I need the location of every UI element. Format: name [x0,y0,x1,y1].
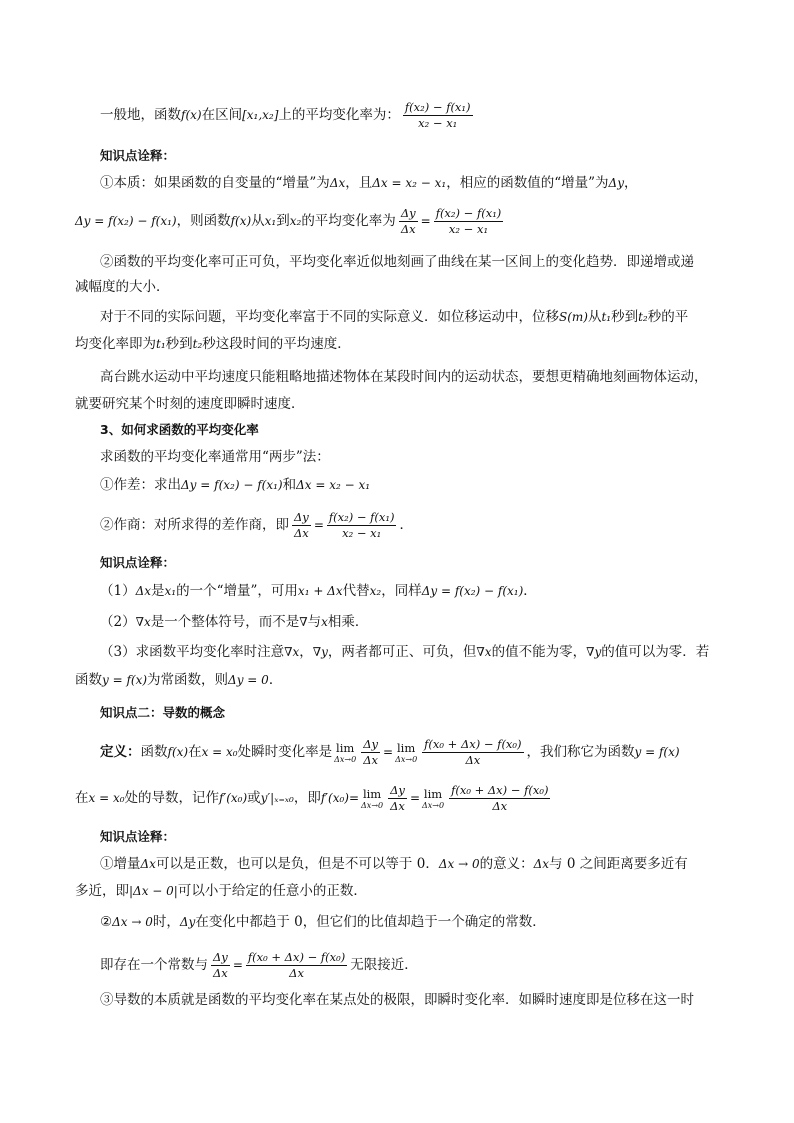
paragraph-sign: ②函数的平均变化率可正可负，平均变化率近似地刻画了曲线在某一区间上的变化趋势．即递增或递 [100,254,694,270]
paragraph-note-3-cont: 函数y = f(x)为常函数，则Δy = 0． [75,672,283,688]
paragraph-increment-cont: 多近，即|Δx − 0|可以小于给定的任意小的正数． [75,883,367,899]
heading-explanation-3: 知识点诠释： [100,829,176,844]
paragraph-essence: ①本质：如果函数的自变量的“增量”为Δx，且Δx = x₂ − x₁，相应的函数值的“增量”为Δy， [100,175,638,191]
paragraph-diving: 高台跳水运动中平均速度只能粗略地描述物体在某段时间内的运动状态，要想更精确地刻画物体运动， [100,369,708,385]
paragraph-note-1: （1）Δx是x₁的一个“增量”，可用x₁ + Δx代替x₂，同样Δy = f(x₂) − f(x₁)． [100,583,537,599]
paragraph-note-2: （2）∇x是一个整体符号，而不是∇与x相乘． [100,614,369,630]
paragraph-meaning: 对于不同的实际问题，平均变化率富于不同的实际意义．如位移运动中，位移S(m)从t₁秒到t₂秒的平 [100,309,689,325]
heading-derivative-concept: 知识点二：导数的概念 [100,705,226,720]
heading-section-3: 3、如何求函数的平均变化率 [100,422,259,437]
heading-explanation-1: 知识点诠释： [100,148,176,163]
paragraph-ratio: ②Δx → 0时，Δy在变化中都趋于 0，但它们的比值却趋于一个确定的常数． [100,914,546,930]
paragraph-two-steps: 求函数的平均变化率通常用“两步”法： [100,449,330,465]
paragraph-average-rate: 一般地，函数f(x)在区间[x₁,x₂]上的平均变化率为： $\frac{\text{f(x₂) − f(x₁)}}{\text{x₂ − x₁}}$ [100,100,471,130]
paragraph-definition: 定义：函数f(x)在x = x₀处瞬时变化率是 lim Δx→0 $\frac{\Delta y}{\Delta x}$ = lim Δx→0 $\frac{\text{f(x₀ + Δx) − f(x₀)}}{\Delta x}$ ，我们称它为函数y = f(x) [100,737,680,767]
heading-explanation-2: 知识点诠释： [100,555,176,570]
paragraph-essence-derivative: ③导数的本质就是函数的平均变化率在某点处的极限，即瞬时变化率．如瞬时速度即是位移在这一时 [100,992,694,1008]
paragraph-note-3: （3）求函数平均变化率时注意∇x，∇y，两者都可正、可负，但∇x的值不能为零，∇y的值可以为零．若 [100,644,710,660]
paragraph-diving-cont: 就要研究某个时刻的速度即瞬时速度． [75,396,305,412]
paragraph-step-difference: ①作差：求出Δy = f(x₂) − f(x₁)和Δx = x₂ − x₁ [100,477,371,493]
paragraph-essence-formula: Δy = f(x₂) − f(x₁)，则函数f(x)从x₁到x₂的平均变化率为 $\frac{\Delta y}{\Delta x}$ = $\frac{\text{f(x₂) − f(x₁)}}{\text{x₂ − x₁}}$ [75,206,502,236]
paragraph-step-quotient: ②作商：对所求得的差作商，即 $\frac{\Delta y}{\Delta x}$ = $\frac{\text{f(x₂) − f(x₁)}}{\text{x₂ − x₁}}$ ． [100,510,413,540]
paragraph-derivative-notation: 在x = x₀处的导数，记作f′(x₀)或y′|ₓ₌ₓ₀，即f′(x₀)= lim Δx→0 $\frac{\Delta y}{\Delta x}$ = lim Δx→0 $\frac{\text{f(x₀ + Δx) − f(x₀)}}{\Delta x}$ [75,783,549,813]
paragraph-sign-cont: 减幅度的大小． [75,279,170,295]
paragraph-constant: 即存在一个常数与 $\frac{\Delta y}{\Delta x}$ = $\frac{\text{f(x₀ + Δx) − f(x₀)}}{\Delta x}$ 无限接近． [100,950,418,980]
paragraph-meaning-cont: 均变化率即为t₁秒到t₂秒这段时间的平均速度． [75,336,351,352]
paragraph-increment: ①增量Δx可以是正数，也可以是负，但是不可以等于 0．Δx → 0的意义：Δx与 0 之间距离要多近有 [100,856,688,872]
fraction-average-rate: $\frac{\text{f(x₂) − f(x₁)}}{\text{x₂ − x₁}}$ [404,100,471,130]
